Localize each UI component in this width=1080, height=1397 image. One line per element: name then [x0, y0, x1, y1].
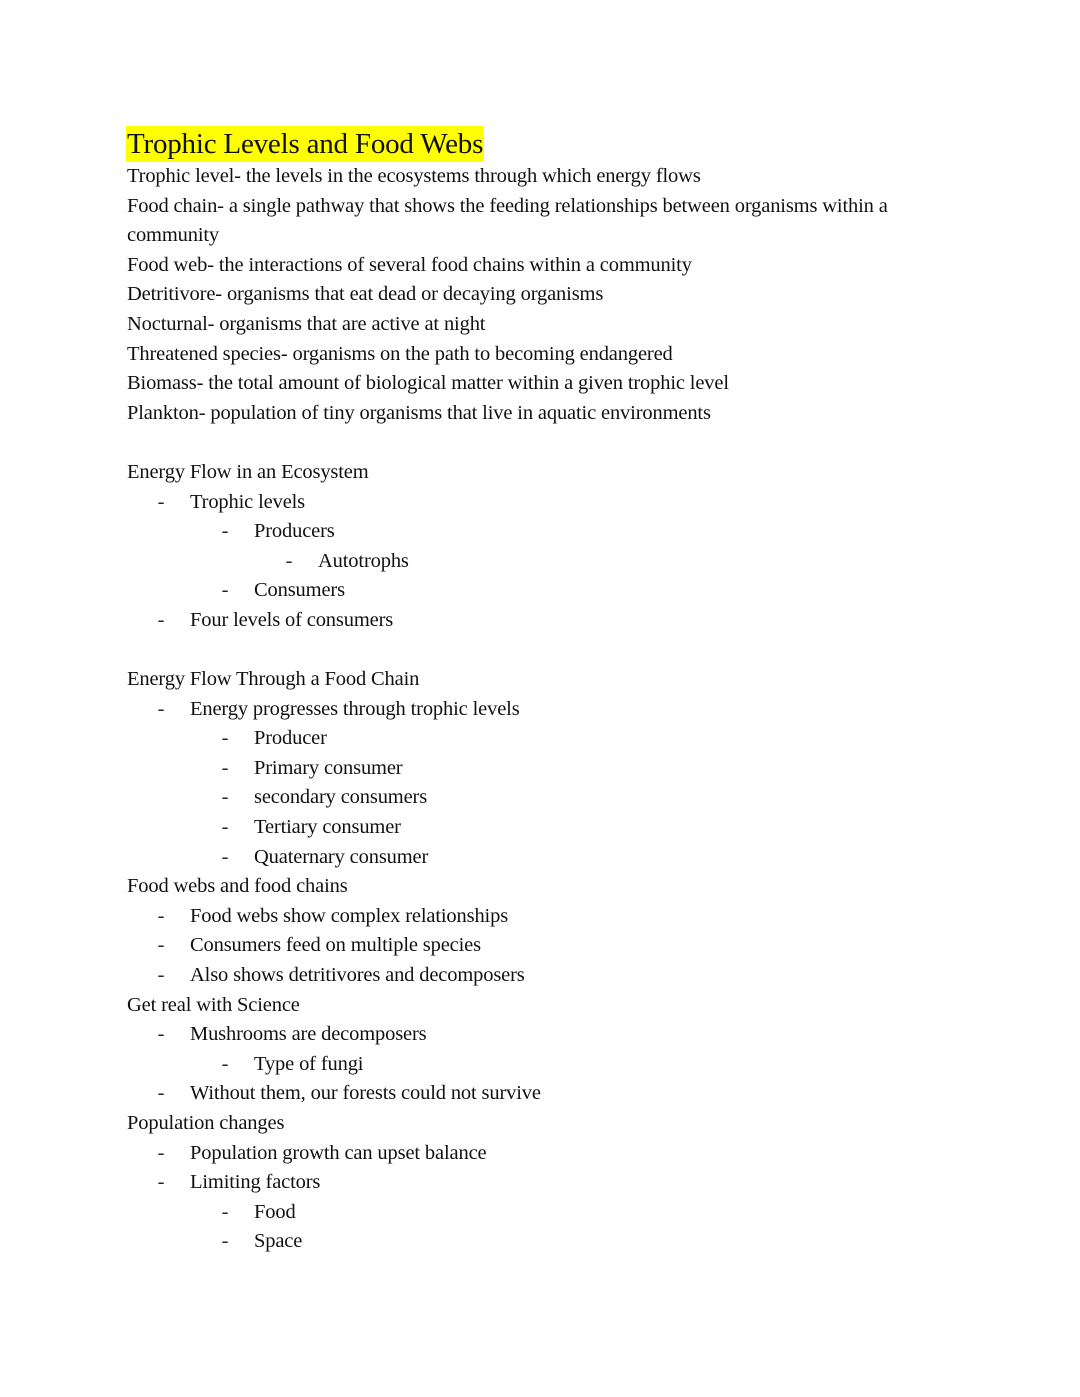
definition-threatened-species: Threatened species- organisms on the path to becoming endangered: [127, 342, 673, 365]
list-item-text: Energy progresses through trophic levels: [190, 697, 520, 720]
list-item-text: Producers: [254, 520, 335, 543]
list-item-text: Consumers: [254, 579, 345, 602]
list-item: [127, 488, 957, 518]
dash-bullet-icon: -: [157, 1141, 165, 1164]
dash-bullet-icon: -: [157, 904, 165, 927]
list-item: [127, 695, 957, 725]
dash-bullet-icon: -: [157, 964, 165, 987]
section-population-changes: [127, 1109, 957, 1257]
dash-bullet-icon: -: [221, 520, 229, 543]
list-item: [127, 902, 957, 932]
document-page: [127, 126, 957, 1257]
title-block: [127, 126, 957, 162]
list-item-text: Food webs show complex relationships: [190, 904, 509, 927]
dash-bullet-icon: -: [157, 697, 165, 720]
section-energy-flow-ecosystem: [127, 458, 957, 636]
definition-trophic-level: Trophic level- the levels in the ecosystems through which energy flows: [127, 165, 701, 187]
document-title: Trophic Levels and Food Webs: [127, 128, 484, 160]
list-item-text: secondary consumers: [254, 786, 428, 809]
section-food-webs-and-chains: [127, 872, 957, 990]
dash-bullet-icon: -: [221, 1230, 229, 1253]
dash-bullet-icon: -: [221, 756, 229, 779]
dash-bullet-icon: -: [157, 1082, 165, 1105]
list-item: [127, 1139, 957, 1169]
list-item-text: Producer: [254, 727, 327, 750]
list-item-text: Mushrooms are decomposers: [190, 1023, 427, 1046]
dash-bullet-icon: -: [221, 579, 229, 602]
list-item: [127, 1198, 957, 1228]
dash-bullet-icon: -: [157, 934, 165, 957]
list-item: [127, 783, 957, 813]
section-heading: Food webs and food chains: [127, 875, 348, 898]
list-item: [127, 1227, 957, 1257]
list-item: [127, 1050, 957, 1080]
dash-bullet-icon: -: [221, 1200, 229, 1223]
list-item-text: Four levels of consumers: [190, 608, 394, 631]
list-item-text: Without them, our forests could not survive: [190, 1082, 541, 1105]
dash-bullet-icon: -: [221, 786, 229, 809]
section-energy-flow-food-chain: [127, 665, 957, 872]
spacer: [127, 636, 957, 666]
list-item: [127, 517, 957, 547]
list-item-text: Space: [254, 1230, 303, 1253]
dash-bullet-icon: -: [221, 727, 229, 750]
list-item: [127, 606, 957, 636]
list-item: [127, 547, 957, 577]
list-item-text: Quaternary consumer: [254, 845, 429, 868]
list-item-text: Population growth can upset balance: [190, 1141, 487, 1164]
section-heading: Energy Flow Through a Food Chain: [127, 668, 420, 691]
list-item-text: Primary consumer: [254, 756, 403, 779]
list-item-text: Limiting factors: [190, 1171, 321, 1194]
dash-bullet-icon: -: [221, 845, 229, 868]
list-item-text: Type of fungi: [254, 1052, 364, 1075]
dash-bullet-icon: -: [221, 816, 229, 839]
definitions-list: [127, 162, 957, 428]
list-item-text: Food: [254, 1200, 296, 1223]
spacer: [127, 428, 957, 458]
dash-bullet-icon: -: [157, 608, 165, 631]
definition-food-web: Food web- the interactions of several food chains within a community: [127, 253, 692, 276]
definition-biomass: Biomass- the total amount of biological matter within a given trophic level: [127, 372, 729, 395]
list-item-text: Consumers feed on multiple species: [190, 934, 481, 957]
dash-bullet-icon: -: [221, 1052, 229, 1075]
list-item: [127, 931, 957, 961]
list-item: [127, 961, 957, 991]
section-get-real-with-science: [127, 991, 957, 1109]
list-item-text: Trophic levels: [190, 490, 306, 513]
section-heading: Get real with Science: [127, 993, 300, 1016]
list-item: [127, 576, 957, 606]
list-item-text: Tertiary consumer: [254, 816, 401, 839]
list-item: [127, 813, 957, 843]
list-item: [127, 1079, 957, 1109]
definition-plankton: Plankton- population of tiny organisms that live in aquatic environments: [127, 401, 711, 424]
section-heading: Energy Flow in an Ecosystem: [127, 460, 369, 483]
definition-nocturnal: Nocturnal- organisms that are active at night: [127, 312, 486, 335]
dash-bullet-icon: -: [157, 490, 165, 513]
list-item-text: Also shows detritivores and decomposers: [190, 964, 525, 987]
definition-food-chain: Food chain- a single pathway that shows the feeding relationships between organisms within a community: [127, 194, 888, 247]
list-item: [127, 724, 957, 754]
section-heading: Population changes: [127, 1112, 285, 1134]
dash-bullet-icon: -: [285, 549, 293, 572]
definition-detritivore: Detritivore- organisms that eat dead or decaying organisms: [127, 283, 604, 306]
list-item: [127, 1020, 957, 1050]
list-item: [127, 1168, 957, 1198]
dash-bullet-icon: -: [157, 1023, 165, 1046]
list-item: [127, 754, 957, 784]
list-item: [127, 843, 957, 873]
list-item-text: Autotrophs: [318, 549, 409, 572]
dash-bullet-icon: -: [157, 1171, 165, 1194]
